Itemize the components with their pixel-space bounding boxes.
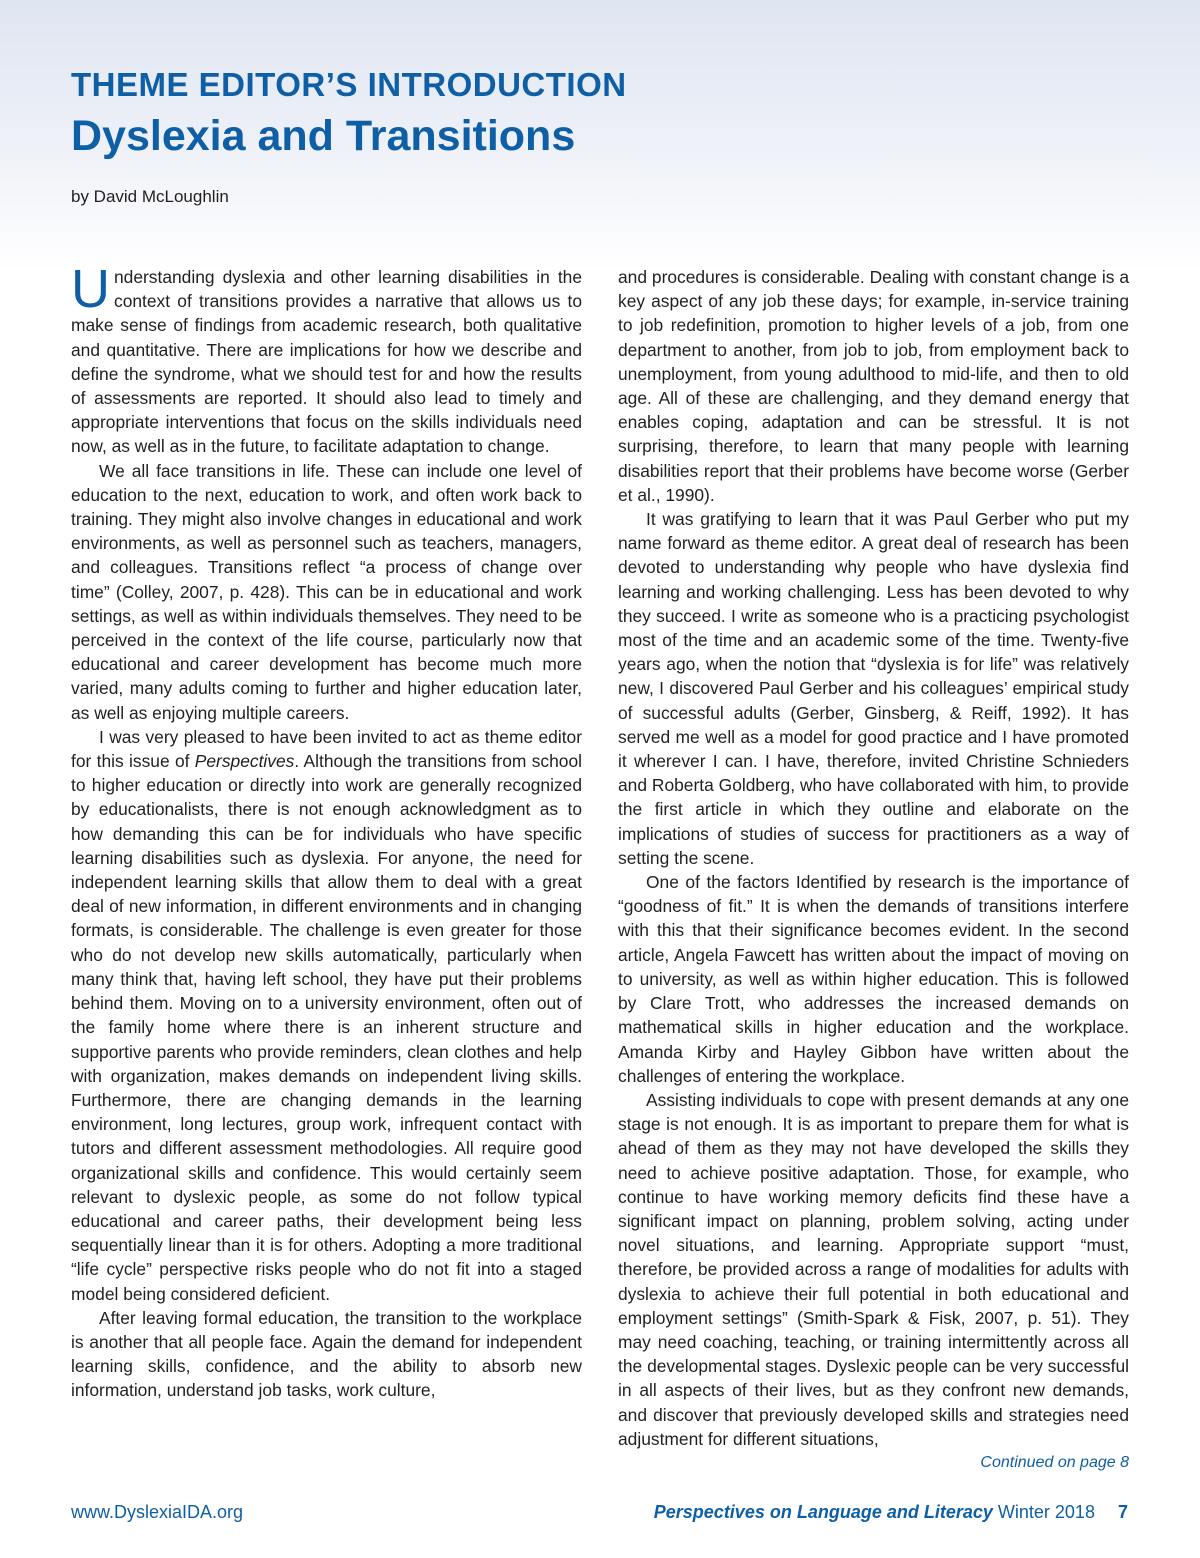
paragraph: After leaving formal education, the transition to the workplace is another that all people face. Again the demand for independent learning skills, confidence, and the ability to absorb new information, understand job tasks, work culture, [71,1307,582,1401]
issue-date: Winter 2018 [997,1502,1095,1522]
article-title: Dyslexia and Transitions [71,112,576,160]
left-column [71,259,582,1403]
right-column [618,265,1129,1475]
footer-journal-info [654,1502,1128,1523]
page-number: 7 [1117,1502,1128,1522]
section-kicker: THEME EDITOR’S INTRODUCTION [71,66,627,103]
paragraph: and procedures is considerable. Dealing with constant change is a key aspect of any job these days; for example, in-service training to job redefinition, promotion to higher levels of a job, from one department to another, from job to job, from employment back to unemployment, from young adulthood to mid-life, and then to old age. All of these are challenging, and they demand energy that enables coping, adaptation and can be stressful. It is not surprising, therefore, to learn that many people with learning disabilities report that their problems have become worse (Gerber et al., 1990). [618,267,1129,505]
journal-title: Perspectives on Language and Literacy [653,1502,993,1522]
journal-name-italic: Perspectives [194,751,295,772]
website-link[interactable]: www.DyslexiaIDA.org [71,1502,244,1522]
byline: by David McLoughlin [71,187,229,206]
paragraph: We all face transitions in life. These can include one level of education to the next, education to work, and often work back to training. They might also involve changes in educational and work environments, as well as personnel such as teachers, managers, and colleagues. Transitions reflect “a process of change over time” (Colley, 2007, p. 428). This can be in educational and work settings, as well as within individuals themselves. They need to be perceived in the context of the life course, particularly now that educational and career development has become much more varied, many adults coming to further and higher education later, as well as enjoying multiple careers. [71,460,582,723]
paragraph: Understanding dyslexia and other learning disabilities in the context of transitions provides a narrative that allows us to make sense of findings from academic research, both qualitative and quantitative. There are implications for how we describe and define the syndrome, what we should test for and how the results of assessments are reported. It should also lead to timely and appropriate interventions that focus on the skills individuals need now, as well as in the future, to facilitate adaptation to change. [71,259,582,457]
paragraph: I was very pleased to have been invited to act as theme editor for this issue of Perspectives. Although the transitions from school to higher education or directly into work are generally recognized by educationalists, there is not enough acknowledgment as to how demanding this can be for individuals who have specific learning disabilities such as dyslexia. For anyone, the need for independent learning skills that allow them to deal with a great deal of new information, in different environments and in changing formats, is considerable. The challenge is even greater for those who do not develop new skills automatically, particularly when many think that, having left school, they have put their problems behind them. Moving on to a university environment, often out of the family home where there is an inherent structure and supportive parents who provide reminders, clean clothes and help with organization, makes demands on independent living skills. Furthermore, there are changing demands in the learning environment, long lectures, group work, infrequent contact with tutors and different assessment methodologies. All require good organizational skills and confidence. This would certainly seem relevant to dyslexic people, as some do not follow typical educational and career paths, their development being less sequentially linear than it is for others. Adopting a more traditional “life cycle” perspective risks people who do not fit into a staged model being considered deficient. [71,726,582,1304]
continued-link[interactable]: Continued on page 8 [980,1453,1129,1471]
paragraph: It was gratifying to learn that it was Paul Gerber who put my name forward as theme editor. A great deal of research has been devoted to understanding why people who have dyslexia find learning and working challenging. Less has been devoted to why they succeed. I write as someone who is a practicing psychologist most of the time and an academic some of the time. Twenty-five years ago, when the notion that “dyslexia is for life” was relatively new, I discovered Paul Gerber and his colleagues’ empirical study of successful adults (Gerber, Ginsberg, & Reiff, 1992). It has served me well as a model for good practice and I have promoted it wherever I can. I have, therefore, invited Christine Schnieders and Roberta Goldberg, who have collaborated with him, to provide the first article in which they outline and elaborate on the implications of studies of success for practitioners as a way of setting the scene. [618,509,1129,868]
drop-cap: U [71,259,110,319]
paragraph: Assisting individuals to cope with present demands at any one stage is not enough. It is as important to prepare them for what is ahead of them as they may not have developed the skills they need to achieve positive adaptation. Those, for example, who continue to have working memory deficits find these have a significant impact on planning, problem solving, acting under novel situations, and learning. Appropriate support “must, therefore, be provided across a range of modalities for adults with dyslexia to achieve their full potential in both educational and employment settings” (Smith-Spark & Fisk, 2007, p. 51). They may need coaching, teaching, or training intermittently across all the developmental stages. Dyslexic people can be very successful in all aspects of their lives, but as they confront new demands, and discover that previously developed skills and strategies need adjustment for different situations, [618,1089,1129,1449]
paragraph: One of the factors Identified by research is the importance of “goodness of fit.” It is when the demands of transitions interfere with this that their significance becomes evident. In the second article, Angela Fawcett has written about the impact of moving on to university, as well as within higher education. This is followed by Clare Trott, who addresses the increased demands on mathematical skills in higher education and the workplace. Amanda Kirby and Hayley Gibbon have written about the challenges of entering the workplace. [618,872,1129,1086]
